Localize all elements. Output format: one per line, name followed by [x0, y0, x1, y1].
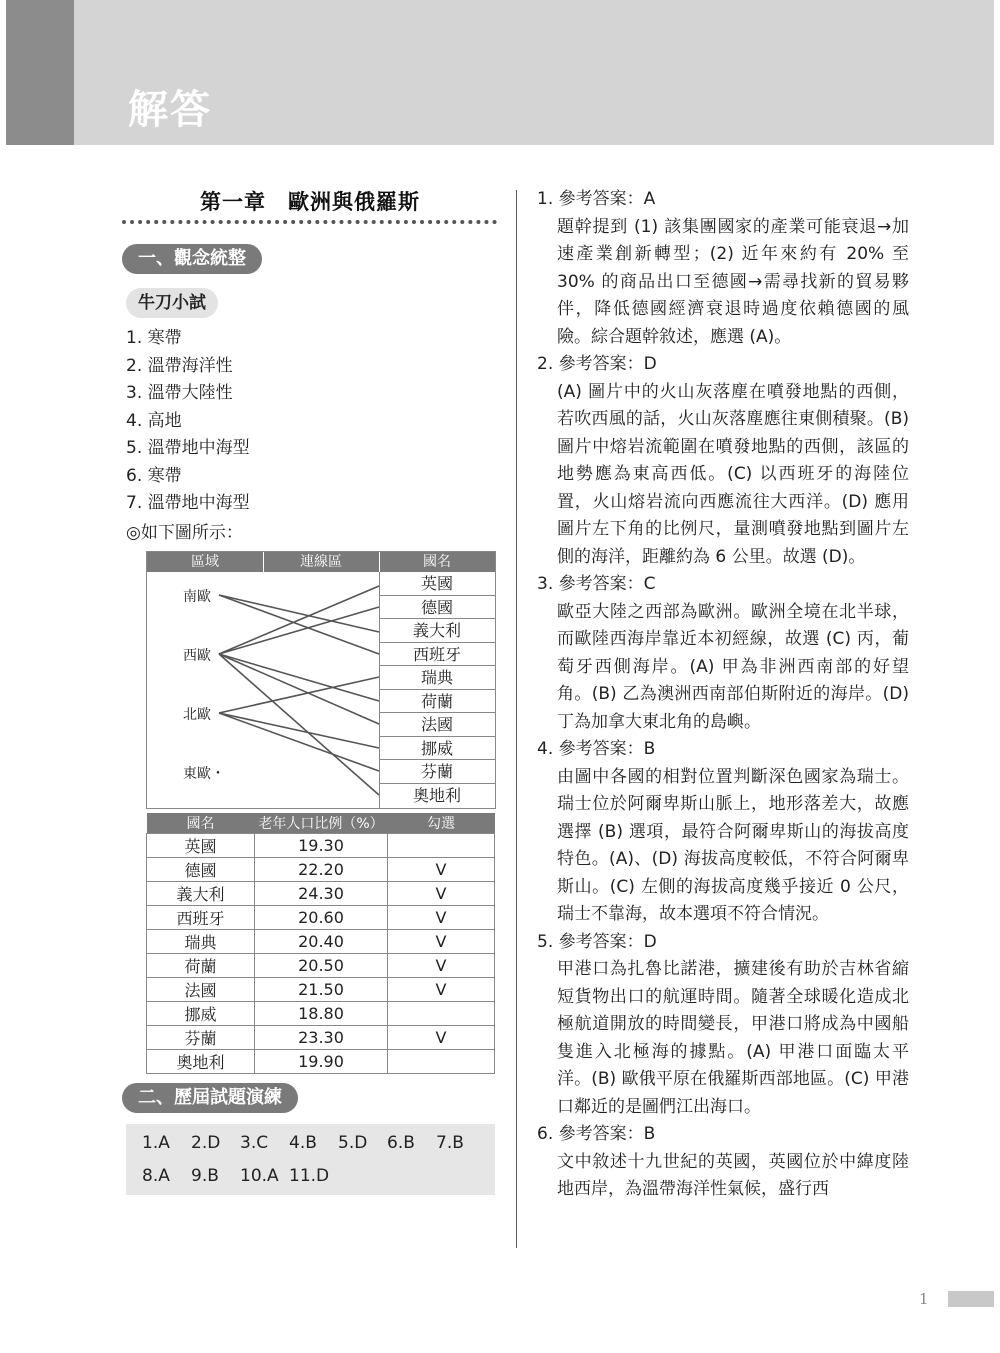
list-item: 3. 溫帶大陸性: [126, 383, 233, 403]
answer-heading: 4. 參考答案：B: [537, 739, 656, 759]
region-west-europe: 西歐: [183, 648, 211, 664]
cell-check: V: [388, 978, 495, 1002]
page-title: 解答: [128, 87, 212, 133]
table-row: [147, 858, 495, 882]
header-accent-block: [6, 0, 74, 145]
cell-country: 芬蘭: [147, 1026, 255, 1050]
list-item: 7. 溫帶地中海型: [126, 493, 250, 513]
column-divider: [516, 190, 517, 1248]
answer-explanation: 甲港口為扎魯比諾港，擴建後有助於吉林省縮短貨物出口的航運時間。隨著全球暖化造成北極航道開放的時間變長，甲港口將成為中國船隻進入北極海的據點。(A) 甲港口面臨太平洋。(B) 歐俄平原在俄羅斯西部地區。(C) 甲港口鄰近的是圖們江出海口。: [557, 959, 909, 1117]
cell-check: [388, 1002, 495, 1026]
list-item: 6. 寒帶: [126, 465, 182, 486]
answer-key: 6.B: [387, 1133, 415, 1153]
section-label-past-exams: 二、歷屆試題演練: [122, 1083, 298, 1113]
cell-ratio: 19.30: [255, 834, 388, 858]
cell-check: V: [388, 930, 495, 954]
country-cell: 奧地利: [412, 785, 461, 805]
question-answer-1: [537, 186, 909, 351]
table-header: 勾選: [388, 813, 495, 834]
section-label-concepts: 一、觀念統整: [122, 244, 262, 274]
country-cell: 義大利: [379, 619, 495, 643]
table-row: [147, 930, 495, 954]
link-line: [219, 677, 379, 713]
cell-ratio: 24.30: [255, 882, 388, 906]
answer-heading: 5. 參考答案：D: [537, 931, 657, 952]
answer-heading: 2. 參考答案：D: [537, 354, 657, 374]
answer-key: 4.B: [289, 1133, 317, 1153]
cell-country: 法國: [147, 978, 255, 1002]
cell-country: 挪威: [147, 1002, 255, 1026]
cell-ratio: 18.80: [255, 1002, 388, 1026]
region-east-europe: 東歐・: [183, 766, 225, 782]
page-number: 1: [919, 1290, 929, 1308]
answer-key: 3.C: [240, 1133, 269, 1153]
cell-country: 奧地利: [147, 1050, 255, 1074]
link-line: [219, 595, 379, 654]
link-line: [219, 586, 379, 654]
answer-key: 8.A: [142, 1166, 170, 1186]
cell-check: V: [388, 1026, 495, 1050]
link-line: [219, 654, 379, 724]
answer-heading: 6. 參考答案：B: [537, 1124, 656, 1144]
chapter-title: 第一章 歐洲與俄羅斯: [200, 190, 420, 214]
cell-ratio: 21.50: [255, 978, 388, 1002]
matching-header-link: 連線區: [300, 554, 342, 570]
matching-diagram: [146, 551, 496, 809]
country-cell: 德國: [379, 596, 495, 620]
table-row: [147, 1002, 495, 1026]
answer-key: 5.D: [338, 1133, 368, 1153]
country-cell: 荷蘭: [379, 690, 495, 714]
table-row: [147, 1026, 495, 1050]
table-row: [147, 834, 495, 858]
matching-lines: [147, 552, 495, 808]
page-tab-marker: [948, 1291, 994, 1307]
cell-check: V: [388, 954, 495, 978]
page-header: [6, 0, 994, 145]
answer-heading: 3. 參考答案：C: [537, 574, 656, 594]
subsection-label-quiz: 牛刀小試: [126, 288, 218, 318]
country-cell: 挪威: [379, 737, 495, 761]
question-answer-2: [537, 351, 909, 571]
table-row: [147, 882, 495, 906]
cell-country: 德國: [147, 858, 255, 882]
table-row: [147, 906, 495, 930]
answer-explanation: 由圖中各國的相對位置判斷深色國家為瑞士。瑞士位於阿爾卑斯山脈上，地形落差大，故應選擇 (B) 選項，最符合阿爾卑斯山的海拔高度特色。(A)、(D) 海拔高度較低，不符合阿爾卑斯山。(C) 左側的海拔高度幾乎接近 0 公尺，瑞士不靠海，故本選項不符合情況。: [557, 766, 909, 924]
cell-check: [388, 834, 495, 858]
country-cell: 英國: [379, 572, 495, 596]
country-cell: 芬蘭: [379, 760, 495, 784]
answer-key: 11.D: [289, 1166, 330, 1186]
answer-row-1: [142, 1133, 485, 1153]
list-item: 5. 溫帶地中海型: [126, 438, 250, 458]
link-line: [219, 654, 379, 701]
cell-country: 英國: [147, 834, 255, 858]
question-answer-6: [537, 1121, 909, 1204]
question-answer-3: [537, 571, 909, 736]
figure-note: ◎如下圖所示：: [126, 523, 243, 543]
cell-country: 義大利: [147, 882, 255, 906]
dotted-divider: [122, 220, 497, 224]
country-cell: 瑞典: [379, 666, 495, 690]
table-row: [147, 1050, 495, 1074]
region-north-europe: 北歐: [183, 707, 211, 723]
cell-ratio: 20.40: [255, 930, 388, 954]
answer-key: 2.D: [191, 1133, 221, 1153]
country-cell: 法國: [379, 713, 495, 737]
answer-explanation: (A) 圖片中的火山灰落塵在噴發地點的西側，若吹西風的話，火山灰落塵應往東側積聚。(B) 圖片中熔岩流範圍在噴發地點的西側，該區的地勢應為東高西低。(C) 以西班牙的海陸位置，火山熔岩流向西應流往大西洋。(D) 應用圖片左下角的比例尺，量測噴發地點到圖片左側的海洋，距離約為 6 公里。故選 (D)。: [557, 381, 909, 567]
past-exam-answer-box: [126, 1124, 495, 1195]
answer-explanations: [537, 186, 909, 1204]
list-item: 1. 寒帶: [126, 328, 182, 348]
list-item: 4. 高地: [126, 410, 182, 431]
answer-explanation: 歐亞大陸之西部為歐洲。歐洲全境在北半球，而歐陸西海岸靠近本初經線，故選 (C) 丙，葡萄牙西側海岸。(A) 甲為非洲西南部的好望角。(B) 乙為澳洲西南部伯斯附近的海岸。(D) 丁為加拿大東北角的島嶼。: [557, 601, 909, 732]
quiz-answer-list: [126, 325, 250, 518]
answer-key: 1.A: [142, 1133, 170, 1153]
cell-country: 西班牙: [147, 906, 255, 930]
table-row: [147, 954, 495, 978]
answer-key: 9.B: [191, 1166, 219, 1186]
answer-key: 7.B: [436, 1133, 464, 1153]
question-answer-5: [537, 929, 909, 1122]
question-answer-4: [537, 736, 909, 929]
matching-header-region: 區域: [191, 554, 219, 570]
cell-check: [388, 1050, 495, 1074]
matching-header-country: 國名: [423, 554, 451, 570]
cell-ratio: 20.60: [255, 906, 388, 930]
list-item: 2. 溫帶海洋性: [126, 355, 233, 376]
cell-country: 荷蘭: [147, 954, 255, 978]
cell-check: V: [388, 882, 495, 906]
cell-ratio: 20.50: [255, 954, 388, 978]
population-table: [146, 813, 495, 1074]
answer-key: 10.A: [240, 1166, 279, 1186]
cell-check: V: [388, 858, 495, 882]
answer-explanation: 題幹提到 (1) 該集團國家的產業可能衰退→加速產業創新轉型；(2) 近年來約有 20% 至 30% 的商品出口至德國→需尋找新的貿易夥伴，降低德國經濟衰退時過度依賴德國的風險。綜合題幹敘述，應選 (A)。: [557, 216, 909, 347]
cell-ratio: 23.30: [255, 1026, 388, 1050]
answer-heading: 1. 參考答案：A: [537, 189, 656, 209]
link-line: [219, 654, 379, 795]
cell-country: 瑞典: [147, 930, 255, 954]
answer-explanation: 文中敘述十九世紀的英國，英國位於中緯度陸地西岸，為溫帶海洋性氣候，盛行西: [557, 1151, 909, 1199]
table-header: 老年人口比例（%）: [255, 813, 388, 834]
table-row: [147, 978, 495, 1002]
cell-ratio: 19.90: [255, 1050, 388, 1074]
cell-check: V: [388, 906, 495, 930]
table-header: 國名: [147, 813, 255, 834]
answer-row-2: [142, 1166, 338, 1186]
cell-ratio: 22.20: [255, 858, 388, 882]
country-cell: 西班牙: [379, 643, 495, 667]
region-south-europe: 南歐: [183, 589, 211, 605]
